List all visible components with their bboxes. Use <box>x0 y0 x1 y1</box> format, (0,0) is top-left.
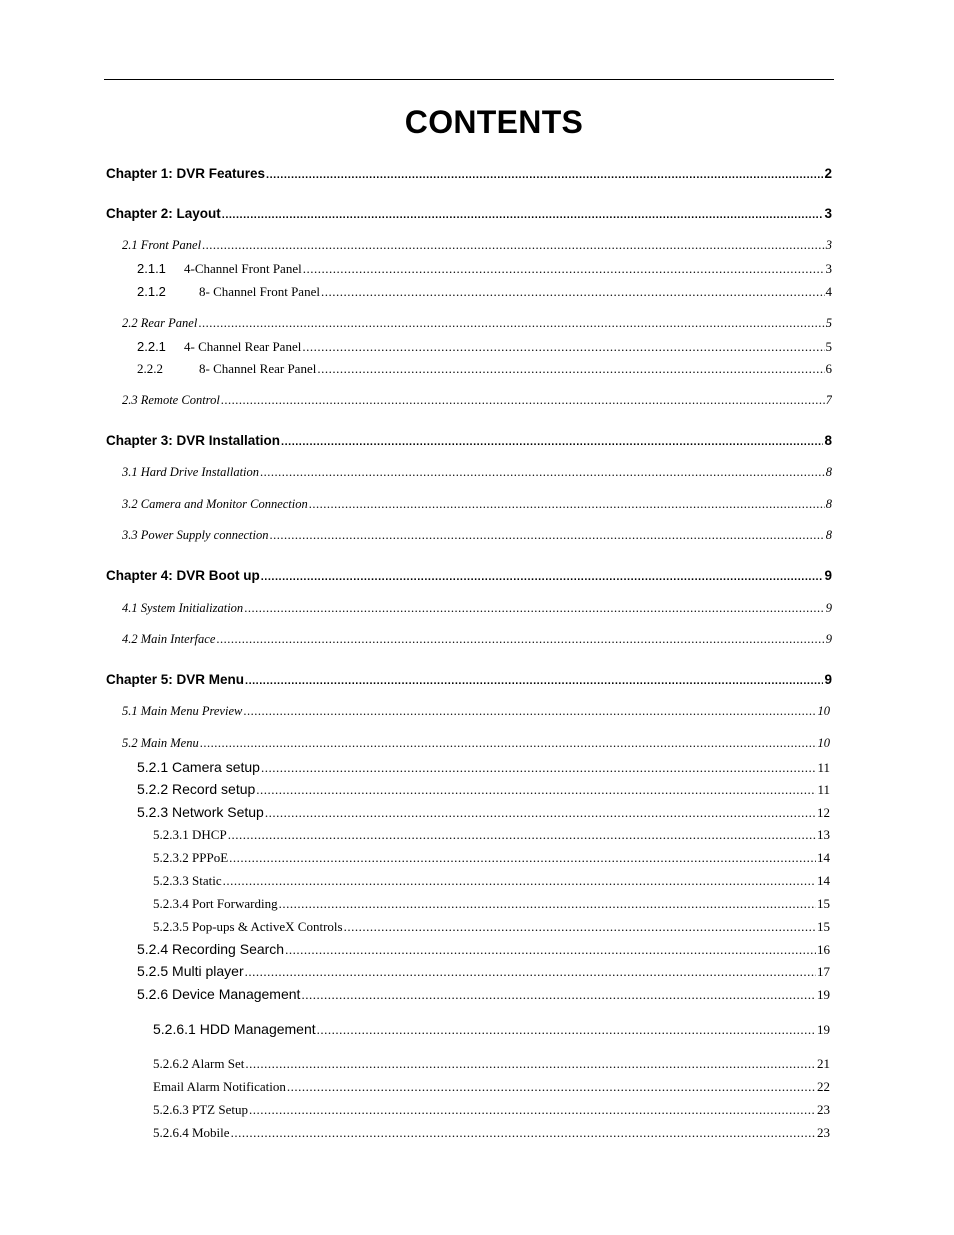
toc-entry-3-1[interactable]: 3.1 Hard Drive Installation ..... 8 <box>122 465 832 480</box>
toc-entry-5-2-4[interactable]: 5.2.4 Recording Search ..... 16 <box>137 941 830 958</box>
toc-entry-5-2-2[interactable]: 5.2.2 Record setup ..... 11 <box>137 781 830 798</box>
toc-entry-5-2-6[interactable]: 5.2.6 Device Management ..... 19 <box>137 986 830 1003</box>
toc-entry-5-2-6-1[interactable]: 5.2.6.1 HDD Management ..... 19 <box>153 1021 830 1038</box>
toc-entry-5-2-3-1[interactable]: 5.2.3.1 DHCP ..... 13 <box>153 827 830 843</box>
toc-entry-2-2-2[interactable]: 2.2.2 8- Channel Rear Panel ..... 6 <box>137 361 832 377</box>
toc-entry-5-2-3-4[interactable]: 5.2.3.4 Port Forwarding ..... 15 <box>153 896 830 912</box>
toc-entry-4-1[interactable]: 4.1 System Initialization ..... 9 <box>122 601 832 616</box>
toc-entry-2-1-2[interactable]: 2.1.2 8- Channel Front Panel ..... 4 <box>137 284 832 300</box>
toc-entry-2-1-1[interactable]: 2.1.1 4-Channel Front Panel ..... 3 <box>137 261 832 277</box>
toc-entry-2-2-1[interactable]: 2.2.1 4- Channel Rear Panel ..... 5 <box>137 339 832 355</box>
toc-entry-4-2[interactable]: 4.2 Main Interface ..... 9 <box>122 632 832 647</box>
toc-entry-5-2-3-5[interactable]: 5.2.3.5 Pop-ups & ActiveX Controls ..... 15 <box>153 919 830 935</box>
toc-entry-5-2-6-3[interactable]: 5.2.6.3 PTZ Setup ..... 23 <box>153 1102 830 1118</box>
toc-entry-5-2-6-4[interactable]: 5.2.6.4 Mobile ..... 23 <box>153 1125 830 1141</box>
toc-entry-2-1[interactable]: 2.1 Front Panel ..... 3 <box>122 238 832 253</box>
toc-entry-chapter-5[interactable]: Chapter 5: DVR Menu ..... 9 <box>106 672 832 687</box>
toc-entry-chapter-2[interactable]: Chapter 2: Layout ..... 3 <box>106 206 832 221</box>
toc-entry-chapter-3[interactable]: Chapter 3: DVR Installation ..... 8 <box>106 433 832 448</box>
toc-entry-chapter-4[interactable]: Chapter 4: DVR Boot up ..... 9 <box>106 568 832 583</box>
toc-entry-2-2[interactable]: 2.2 Rear Panel ..... 5 <box>122 316 832 331</box>
toc-entry-5-2-3-3[interactable]: 5.2.3.3 Static ..... 14 <box>153 873 830 889</box>
toc-entry-5-1[interactable]: 5.1 Main Menu Preview ..... 10 <box>122 704 830 719</box>
toc-entry-5-2-3[interactable]: 5.2.3 Network Setup ..... 12 <box>137 804 830 821</box>
toc-entry-5-2-6-2[interactable]: 5.2.6.2 Alarm Set ..... 21 <box>153 1056 830 1072</box>
toc-entry-5-2-3-2[interactable]: 5.2.3.2 PPPoE ..... 14 <box>153 850 830 866</box>
page-title: CONTENTS <box>404 104 584 140</box>
toc-entry-chapter-1[interactable]: Chapter 1: DVR Features ..... 2 <box>106 166 832 181</box>
toc-entry-5-2-1[interactable]: 5.2.1 Camera setup ..... 11 <box>137 759 830 776</box>
toc-entry-email-alarm-notification[interactable]: Email Alarm Notification ..... 22 <box>153 1079 830 1095</box>
toc-entry-2-3[interactable]: 2.3 Remote Control ..... 7 <box>122 393 832 408</box>
toc-entry-3-3[interactable]: 3.3 Power Supply connection ..... 8 <box>122 528 832 543</box>
toc-entry-3-2[interactable]: 3.2 Camera and Monitor Connection ..... 8 <box>122 497 832 512</box>
toc-entry-5-2-5[interactable]: 5.2.5 Multi player ..... 17 <box>137 963 830 980</box>
toc-entry-5-2[interactable]: 5.2 Main Menu ..... 10 <box>122 736 830 751</box>
